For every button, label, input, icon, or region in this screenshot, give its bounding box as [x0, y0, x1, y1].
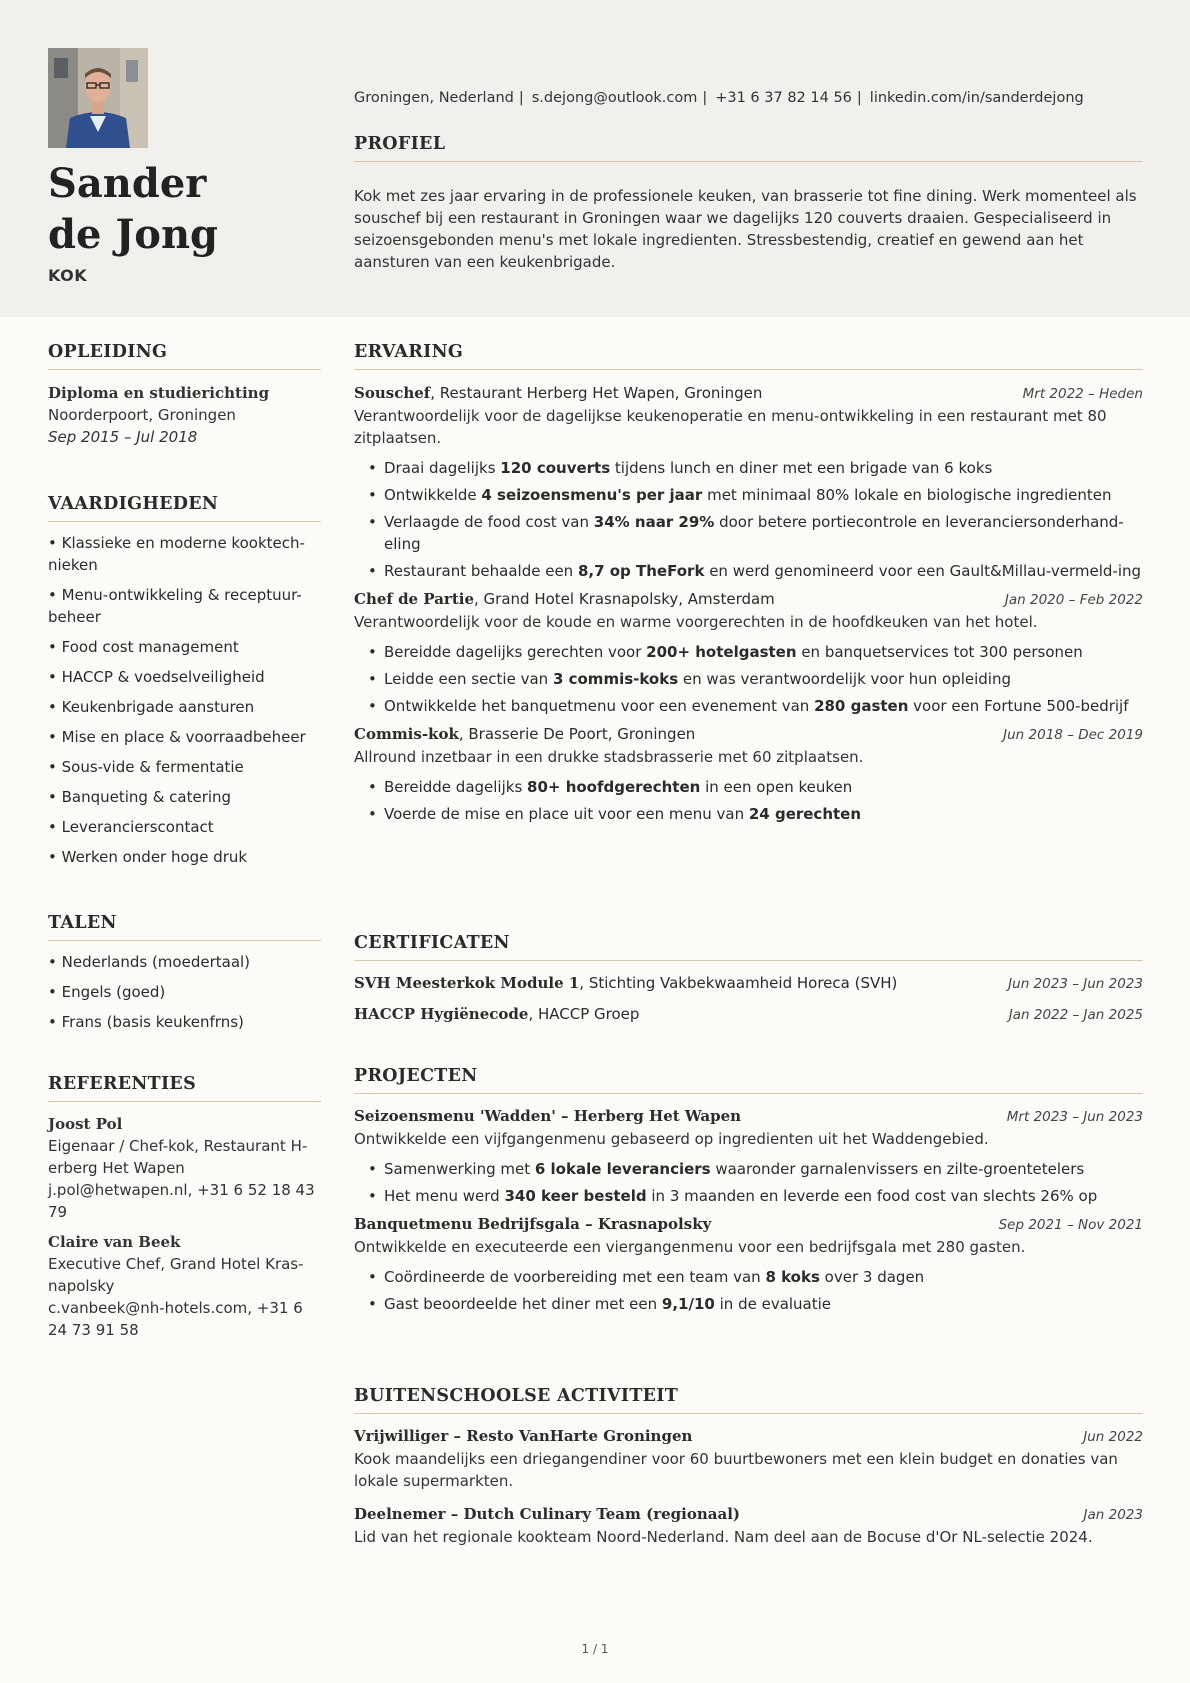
skill-item: • Banqueting & catering: [48, 788, 232, 806]
bullet-item: • Ontwikkelde 4 seizoensmenu's per jaar met minimaal 80% lokale en biologische ingredienten: [384, 484, 1143, 506]
profile-section: [354, 134, 1143, 273]
project-description: Ontwikkelde een vijfgangenmenu gebaseerd op ingredienten uit het Waddengebied.: [354, 1130, 989, 1148]
section-title-certificates: CERTIFICATEN: [354, 933, 1143, 961]
section-title-activities: BUITENSCHOOLSE ACTIVITEIT: [354, 1386, 1143, 1414]
education-degree: Diploma en studierichting: [48, 384, 270, 402]
certificate-name: HACCP Hygiënecode: [354, 1005, 529, 1023]
project-dates: Mrt 2023 – Jun 2023: [1006, 1109, 1143, 1125]
certificate-dates: Jun 2023 – Jun 2023: [1008, 976, 1143, 992]
skill-item: • Mise en place & voorraadbeheer: [48, 728, 306, 746]
certificate-entry: [354, 972, 1143, 995]
activity-entry: [354, 1503, 1143, 1548]
bullet-item: • Leidde een sectie van 3 commis-koks en was verantwoordelijk voor hun opleiding: [384, 668, 1143, 690]
activities-section: [354, 1386, 1143, 1548]
skill-item: • Sous-vide & fermentatie: [48, 758, 244, 776]
activity-dates: Jan 2023: [1083, 1507, 1143, 1523]
job-description: Verantwoordelijk voor de dagelijkse keukenoperatie en menu-ontwikkeling in een restaurant met 80 zitplaatsen.: [354, 407, 1107, 447]
section-title-experience: ERVARING: [354, 342, 1143, 370]
reference-role: Eigenaar / Chef-kok, Restaurant H-erberg Het Wapen: [48, 1137, 308, 1177]
reference-role: Executive Chef, Grand Hotel Kras-napolsky: [48, 1255, 304, 1295]
job-organization: , Restaurant Herberg Het Wapen, Groningen: [430, 384, 763, 402]
reference-name: Claire van Beek: [48, 1233, 181, 1251]
project-entry: [354, 1213, 1143, 1315]
certificate-dates: Jan 2022 – Jan 2025: [1008, 1007, 1143, 1023]
project-bullets: [354, 1158, 1143, 1207]
skill-item: • Keukenbrigade aansturen: [48, 698, 255, 716]
project-entry: [354, 1105, 1143, 1207]
section-title-languages: TALEN: [48, 913, 321, 941]
education-school: Noorderpoort, Groningen: [48, 406, 236, 424]
job-dates: Mrt 2022 – Heden: [1022, 386, 1143, 402]
skill-item: • Food cost management: [48, 638, 239, 656]
reference-name: Joost Pol: [48, 1115, 123, 1133]
header-band: [0, 0, 1190, 317]
project-dates: Sep 2021 – Nov 2021: [998, 1217, 1143, 1233]
language-item: • Frans (basis keukenfrns): [48, 1013, 244, 1031]
skills-section: [48, 494, 321, 876]
contact-location: Groningen, Nederland: [354, 90, 514, 106]
job-position: Commis-kok: [354, 725, 459, 743]
activity-description: Kook maandelijks een driegangendiner voor 60 buurtbewoners met een klein budget en donaties van lokale supermarkten.: [354, 1450, 1118, 1490]
bullet-item: • Gast beoordeelde het diner met een 9,1/10 in de evaluatie: [384, 1293, 1143, 1315]
certificates-section: [354, 933, 1143, 1026]
languages-section: [48, 913, 321, 1041]
section-title-references: REFERENTIES: [48, 1074, 321, 1102]
language-item: • Engels (goed): [48, 983, 166, 1001]
reference-contact[interactable]: j.pol@hetwapen.nl, +31 6 52 18 43 79: [48, 1181, 315, 1221]
project-name: Seizoensmenu 'Wadden' – Herberg Het Wapen: [354, 1107, 742, 1125]
project-description: Ontwikkelde en executeerde een viergangenmenu voor een bedrijfsgala met 280 gasten.: [354, 1238, 1026, 1256]
activity-dates: Jun 2022: [1083, 1429, 1143, 1445]
bullet-item: • Restaurant behaalde een 8,7 op TheFork en werd genomineerd voor een Gault&Millau-vermeld-ing: [384, 560, 1143, 582]
full-name: [48, 158, 218, 260]
project-name: Banquetmenu Bedrijfsgala – Krasnapolsky: [354, 1215, 712, 1233]
job-heading: [354, 382, 762, 404]
education-dates: Sep 2015 – Jul 2018: [48, 428, 198, 446]
job-heading: [354, 588, 775, 610]
bullet-item: • Bereidde dagelijks 80+ hoofdgerechten in een open keuken: [384, 776, 1143, 798]
contact-email[interactable]: s.dejong@outlook.com: [531, 90, 698, 106]
profile-text: Kok met zes jaar ervaring in de professionele keuken, van brasserie tot fine dining. Werk momenteel als souschef bij een restaurant in Groningen waar we dagelijks 120 couverts draaien. Gespecialiseerd in seizoensgebonden menu's met lokale ingredienten. Stressbestendig, creatief en gewend aan het aansturen van een keukenbrigade.: [354, 187, 1137, 271]
reference-entry: [48, 1231, 321, 1341]
contact-phone[interactable]: +31 6 37 82 14 56: [715, 90, 852, 106]
experience-section: [354, 342, 1143, 830]
bullet-item: • Samenwerking met 6 lokale leveranciers waaronder garnalenvissers en zilte-groentetelers: [384, 1158, 1143, 1180]
page-indicator: 1 / 1: [581, 1642, 609, 1656]
name-first: Sander: [48, 160, 207, 207]
activity-entry: [354, 1425, 1143, 1492]
project-bullets: [354, 1266, 1143, 1315]
contact-separator: |: [518, 90, 524, 106]
bullet-item: • Coördineerde de voorbereiding met een team van 8 koks over 3 dagen: [384, 1266, 1143, 1288]
skill-item: • Klassieke en moderne kooktech-nieken: [48, 534, 305, 574]
section-title-skills: VAARDIGHEDEN: [48, 494, 321, 522]
job-position: Souschef: [354, 384, 431, 402]
job-organization: , Brasserie De Poort, Groningen: [458, 725, 696, 743]
language-item: • Nederlands (moedertaal): [48, 953, 251, 971]
education-section: [48, 342, 321, 448]
job-organization: , Grand Hotel Krasnapolsky, Amsterdam: [474, 590, 775, 608]
reference-contact[interactable]: c.vanbeek@nh-hotels.com, +31 6 24 73 91 58: [48, 1299, 303, 1339]
bullet-item: • Draai dagelijks 120 couverts tijdens lunch en diner met een brigade van 6 koks: [384, 457, 1143, 479]
job-description: Verantwoordelijk voor de koude en warme voorgerechten in de hoofdkeuken van het hotel.: [354, 613, 1038, 631]
activity-name: Vrijwilliger – Resto VanHarte Groningen: [354, 1427, 693, 1445]
job-position: Chef de Partie: [354, 590, 474, 608]
activity-name: Deelnemer – Dutch Culinary Team (regionaal): [354, 1505, 740, 1523]
job-title: KOK: [48, 266, 88, 285]
section-title-projects: PROJECTEN: [354, 1066, 1143, 1094]
job-bullets: [354, 641, 1143, 717]
certificate-name: SVH Meesterkok Module 1: [354, 974, 580, 992]
job-entry: [354, 588, 1143, 717]
bullet-item: • Verlaagde de food cost van 34% naar 29% door betere portiecontrole en leveranciersonderhand-eling: [384, 511, 1143, 555]
contact-separator: |: [856, 90, 862, 106]
profile-photo: [48, 48, 148, 148]
section-title-education: OPLEIDING: [48, 342, 321, 370]
skill-item: • Werken onder hoge druk: [48, 848, 248, 866]
bullet-item: • Ontwikkelde het banquetmenu voor een evenement van 280 gasten voor een Fortune 500-bedrijf: [384, 695, 1143, 717]
skill-item: • HACCP & voedselveiligheid: [48, 668, 265, 686]
bullet-item: • Bereidde dagelijks gerechten voor 200+ hotelgasten en banquetservices tot 300 personen: [384, 641, 1143, 663]
job-bullets: [354, 457, 1143, 582]
job-entry: [354, 382, 1143, 582]
projects-section: [354, 1066, 1143, 1320]
job-dates: Jun 2018 – Dec 2019: [1003, 727, 1143, 743]
contact-linkedin[interactable]: linkedin.com/in/sanderdejong: [869, 90, 1084, 106]
job-bullets: [354, 776, 1143, 825]
references-section: [48, 1074, 321, 1341]
certificate-issuer: , Stichting Vakbekwaamheid Horeca (SVH): [579, 974, 898, 992]
skill-item: • Menu-ontwikkeling & receptuur-beheer: [48, 586, 302, 626]
contact-separator: |: [702, 90, 708, 106]
activity-description: Lid van het regionale kookteam Noord-Nederland. Nam deel aan de Bocuse d'Or NL-selectie 2024.: [354, 1528, 1093, 1546]
job-description: Allround inzetbaar in een drukke stadsbrasserie met 60 zitplaatsen.: [354, 748, 864, 766]
reference-entry: [48, 1113, 321, 1223]
job-heading: [354, 723, 695, 745]
bullet-item: • Voerde de mise en place uit voor een menu van 24 gerechten: [384, 803, 1143, 825]
name-last: de Jong: [48, 211, 218, 258]
contact-line: [354, 90, 1084, 106]
certificate-entry: [354, 1003, 1143, 1026]
bullet-item: • Het menu werd 340 keer besteld in 3 maanden en leverde een food cost van slechts 26% op: [384, 1185, 1143, 1207]
skills-list: [48, 532, 321, 868]
skill-item: • Leverancierscontact: [48, 818, 214, 836]
job-dates: Jan 2020 – Feb 2022: [1004, 592, 1143, 608]
section-title-profile: PROFIEL: [354, 134, 1143, 162]
certificate-issuer: , HACCP Groep: [528, 1005, 640, 1023]
job-entry: [354, 723, 1143, 825]
